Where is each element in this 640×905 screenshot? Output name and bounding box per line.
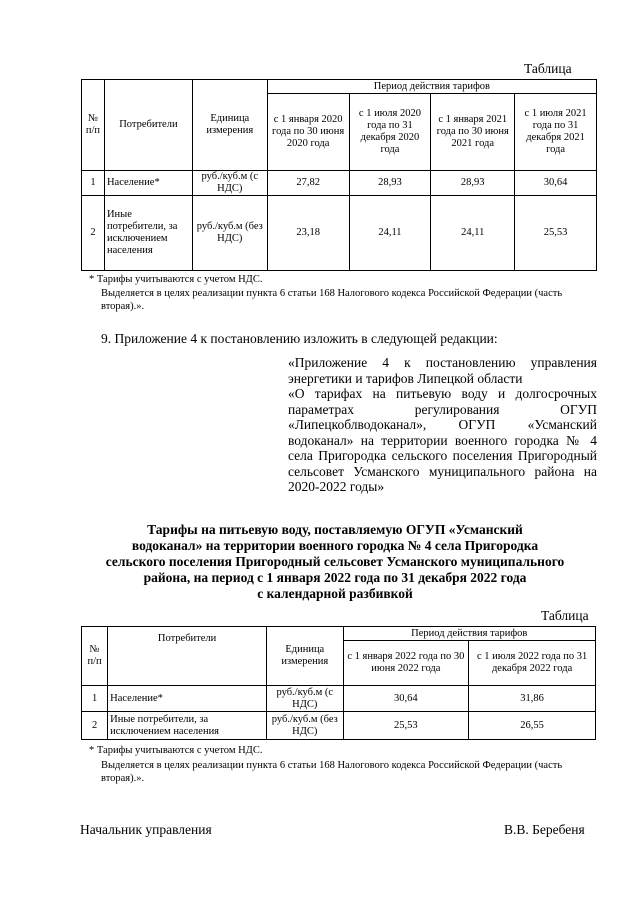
- heading-line: с календарной разбивкой: [257, 586, 413, 601]
- heading-line: сельского поселения Пригородный сельсовет Усманского муниципального: [105, 554, 565, 569]
- row-num: 1: [82, 686, 108, 712]
- row-value: 30,64: [515, 171, 597, 196]
- row-num: 1: [82, 171, 105, 196]
- period-col-1: с 1 января 2020 года по 30 июня 2020 года: [267, 94, 349, 171]
- row-value: 25,53: [515, 196, 597, 271]
- row-unit: руб./куб.м (без НДС): [267, 712, 343, 740]
- appendix-title: «О тарифах на питьевую воду и долгосрочных параметрах регулирования ОГУП «Липецкоблводоканал», ОГУП «Усманский водоканал» на территории военного городка № 4 села Пригородка сельского поселения Пригородный сельсовет Усманского муниципального района на 2020-2022 годы»: [288, 386, 597, 494]
- col-num-header: № п/п: [82, 80, 105, 171]
- row-unit: руб./куб.м (с НДС): [192, 171, 267, 196]
- row-consumer: Население*: [104, 171, 192, 196]
- item-9-text: 9. Приложение 4 к постановлению изложить в следующей редакции:: [101, 331, 498, 346]
- col-num-header: № п/п: [82, 627, 108, 686]
- signature-position: Начальник управления: [80, 822, 212, 837]
- tariff-table-2022: [81, 626, 596, 740]
- row-consumer: Иные потребители, за исключением населения: [104, 196, 192, 271]
- row-value: 25,53: [343, 712, 469, 740]
- table2-caption: Таблица: [541, 608, 589, 623]
- period-col-1: с 1 января 2022 года по 30 июня 2022 года: [343, 641, 469, 686]
- row-value: 24,11: [349, 196, 431, 271]
- row-consumer: Иные потребители, за исключением населения: [108, 712, 267, 740]
- row-num: 2: [82, 712, 108, 740]
- table1-footnote-detail: Выделяется в целях реализации пункта 6 статьи 168 Налогового кодекса Российской Федерации (часть вторая).».: [101, 288, 563, 312]
- table-row: [82, 712, 596, 740]
- col-unit-header: Единица измерения: [192, 80, 267, 171]
- period-header: Период действия тарифов: [267, 80, 596, 94]
- row-value: 28,93: [349, 171, 431, 196]
- row-unit: руб./куб.м (с НДС): [267, 686, 343, 712]
- col-unit-header: Единица измерения: [267, 627, 343, 686]
- row-value: 30,64: [343, 686, 469, 712]
- row-value: 23,18: [267, 196, 349, 271]
- table1-footnote: * Тарифы учитываются с учетом НДС.: [89, 274, 263, 285]
- heading-line: водоканал» на территории военного городка № 4 села Пригородка: [131, 538, 539, 553]
- signature-name: В.В. Беребеня: [504, 822, 585, 837]
- period-col-2: с 1 июля 2020 года по 31 декабря 2020 года: [349, 94, 431, 171]
- period-col-2: с 1 июля 2022 года по 31 декабря 2022 года: [469, 641, 596, 686]
- table-row: [82, 196, 597, 271]
- row-num: 2: [82, 196, 105, 271]
- row-value: 27,82: [267, 171, 349, 196]
- period-col-4: с 1 июля 2021 года по 31 декабря 2021 года: [515, 94, 597, 171]
- tariff-table-2020-2021: [81, 79, 597, 271]
- table2-footnote-detail: Выделяется в целях реализации пункта 6 статьи 168 Налогового кодекса Российской Федерации (часть вторая).».: [101, 760, 563, 784]
- period-col-3: с 1 января 2021 года по 30 июня 2021 года: [431, 94, 515, 171]
- col-consumers-header: Потребители: [104, 80, 192, 171]
- col-consumers-header: Потребители: [108, 627, 267, 686]
- row-value: 26,55: [469, 712, 596, 740]
- table2-footnote: * Тарифы учитываются с учетом НДС.: [89, 745, 263, 756]
- row-value: 24,11: [431, 196, 515, 271]
- table1-caption: Таблица: [524, 61, 572, 76]
- period-header: Период действия тарифов: [343, 627, 596, 641]
- table-row: [82, 686, 596, 712]
- heading-line: района, на период с 1 января 2022 года по 31 декабря 2022 года: [143, 570, 527, 585]
- appendix-reference: «Приложение 4 к постановлению управления энергетики и тарифов Липецкой области: [288, 355, 597, 386]
- row-value: 28,93: [431, 171, 515, 196]
- heading-line: Тарифы на питьевую воду, поставляемую ОГУП «Усманский: [147, 522, 523, 537]
- tariff-heading: [75, 522, 595, 602]
- row-consumer: Население*: [108, 686, 267, 712]
- table-row: [82, 171, 597, 196]
- row-unit: руб./куб.м (без НДС): [192, 196, 267, 271]
- row-value: 31,86: [469, 686, 596, 712]
